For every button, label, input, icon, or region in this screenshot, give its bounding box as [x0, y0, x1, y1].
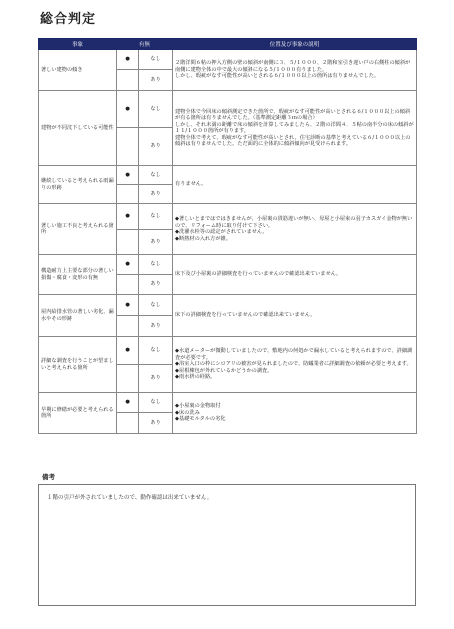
selected-marker: ●	[117, 204, 139, 230]
detail-line: しかし、瑕疵がなす可能性が高いとされる６/１０００以上の箇所は有りませんでした。	[175, 73, 380, 80]
selected-marker: ●	[117, 295, 139, 316]
page-title: 総合判定	[40, 12, 97, 27]
notes-label: 備考	[42, 473, 55, 481]
row-detail	[173, 91, 417, 166]
row-item-label: 早期に修繕が必要と考えられる箇所	[39, 393, 117, 434]
row-detail	[173, 166, 417, 204]
option-present: あり	[139, 275, 173, 295]
option-none: なし	[139, 393, 173, 413]
table-row	[39, 204, 417, 230]
detail-line: ◆床の洗み	[175, 409, 200, 416]
table-row	[39, 166, 417, 185]
detail-line: ２階洋間６帖の押入方側の壁の傾斜が南側に３．５/１０００、２階和室引き違い戸の右側柱の傾斜が南側に建物全体の中で最大の傾斜になる５/１０００有りました。	[175, 60, 411, 73]
selected-marker: ●	[117, 166, 139, 185]
table-row	[39, 91, 417, 128]
detail-line: しかし、それ未満の距離で床の傾斜を計算してみましたら、２階の洋間４．５帖の南半分の床の傾斜が１１/１０００箇所が有ります。	[175, 121, 414, 134]
detail-line: 有りません。	[175, 181, 207, 188]
detail-line: ◆浴室入口の枠にシロアリの被害が見られましたので、防蟻業者に詳細調査の依頼が必要と考えます。	[175, 361, 412, 368]
selected-marker: ●	[117, 255, 139, 275]
option-present: あり	[139, 70, 173, 91]
option-present: あり	[139, 316, 173, 337]
selected-marker: ●	[117, 337, 139, 365]
assessment-table	[38, 38, 417, 434]
detail-line: ◆洗濯水栓等の認定がされていません。	[175, 229, 268, 235]
row-detail	[173, 50, 417, 91]
unselected-marker	[117, 128, 139, 166]
table-body	[39, 50, 417, 434]
option-none: なし	[139, 255, 173, 275]
row-detail	[173, 204, 417, 255]
header-presence: 有無	[117, 39, 173, 50]
header-item: 事象	[39, 39, 117, 50]
header-detail: 位置及び事象の説明	[173, 39, 417, 50]
detail-line: 床下の詳細検査を行っていませんので確認出来ていません。	[175, 312, 316, 319]
option-none: なし	[139, 295, 173, 316]
option-none: なし	[139, 166, 173, 185]
option-present: あり	[139, 128, 173, 166]
row-item-label: 著しい施工不良と考えられる箇所	[39, 204, 117, 255]
detail-line: ◆水道メーターが微動していましたので、敷地内の何処かで漏水していると考えられますので、詳細調査が必要です。	[175, 348, 413, 361]
table-header-row	[39, 39, 417, 50]
unselected-marker	[117, 275, 139, 295]
detail-line: 建物全体で考えて、瑕疵がなす可能性が高いとされ、住宅診断の基準と考えている６/１０００以上の傾斜は有りませんでした。ただ面的に全体的に傾斜傾向が見受けられます。	[175, 134, 411, 147]
notes-box	[38, 484, 416, 606]
table-row	[39, 255, 417, 275]
detail-line: 建物全体で今回床の傾斜測定できた箇所で、瑕疵がなす可能性が高いとされる６/１０００以上の傾斜が有る箇所は有りませんでした。（基準測定距離３ｍの場合）	[175, 108, 411, 121]
detail-line: ◆小屋裏の金物取付	[175, 403, 221, 410]
unselected-marker	[117, 230, 139, 255]
option-none: なし	[139, 337, 173, 365]
row-item-label: 構造耐力上主要な部分の著しい損傷・腐食・変形の有無	[39, 255, 117, 295]
unselected-marker	[117, 185, 139, 204]
row-item-label: 継続していると考えられる雨漏りの形跡	[39, 166, 117, 204]
option-none: なし	[139, 204, 173, 230]
table-row	[39, 337, 417, 365]
table-row	[39, 295, 417, 316]
detail-line: ◆断熱材の入れ方が雑。	[175, 235, 231, 242]
selected-marker: ●	[117, 50, 139, 70]
option-none: なし	[139, 50, 173, 70]
table-row	[39, 50, 417, 70]
detail-line: ◆基礎モルタルの劣化	[175, 416, 226, 423]
unselected-marker	[117, 413, 139, 434]
row-detail	[173, 393, 417, 434]
selected-marker: ●	[117, 393, 139, 413]
option-present: あり	[139, 185, 173, 204]
unselected-marker	[117, 365, 139, 393]
option-present: あり	[139, 230, 173, 255]
row-detail	[173, 295, 417, 337]
detail-line: ◆雨水枡の経路。	[175, 374, 216, 381]
row-item-label: 著しい建物の傾き	[39, 50, 117, 91]
row-detail	[173, 337, 417, 393]
detail-line: ◆著しいとまではではきませんが、小屋裏の貫筋違いが無い、母屋と小屋束の羽子カスガイ金物が無いので、リフォーム時に取り付けて下さい。	[175, 216, 413, 229]
table-row	[39, 393, 417, 413]
option-none: なし	[139, 91, 173, 128]
row-detail	[173, 255, 417, 295]
unselected-marker	[117, 316, 139, 337]
selected-marker: ●	[117, 91, 139, 128]
row-item-label: 屋内給排水管の著しい劣化、漏水やその形跡	[39, 295, 117, 337]
row-item-label: 建物が不同沈下している可能性	[39, 91, 117, 166]
option-present: あり	[139, 413, 173, 434]
option-present: あり	[139, 365, 173, 393]
unselected-marker	[117, 70, 139, 91]
notes-text: １階の引戸が外されていましたので、動作確認は出来ていません。	[47, 495, 213, 501]
row-item-label: 詳細な調査を行うことが望ましいと考えられる箇所	[39, 337, 117, 393]
detail-line: ◆屋根棟包が外れているかどうかの調査。	[175, 367, 273, 374]
detail-line: 床下及び小屋裏の詳細検査を行っていませんので確認出来ていません。	[175, 271, 342, 278]
